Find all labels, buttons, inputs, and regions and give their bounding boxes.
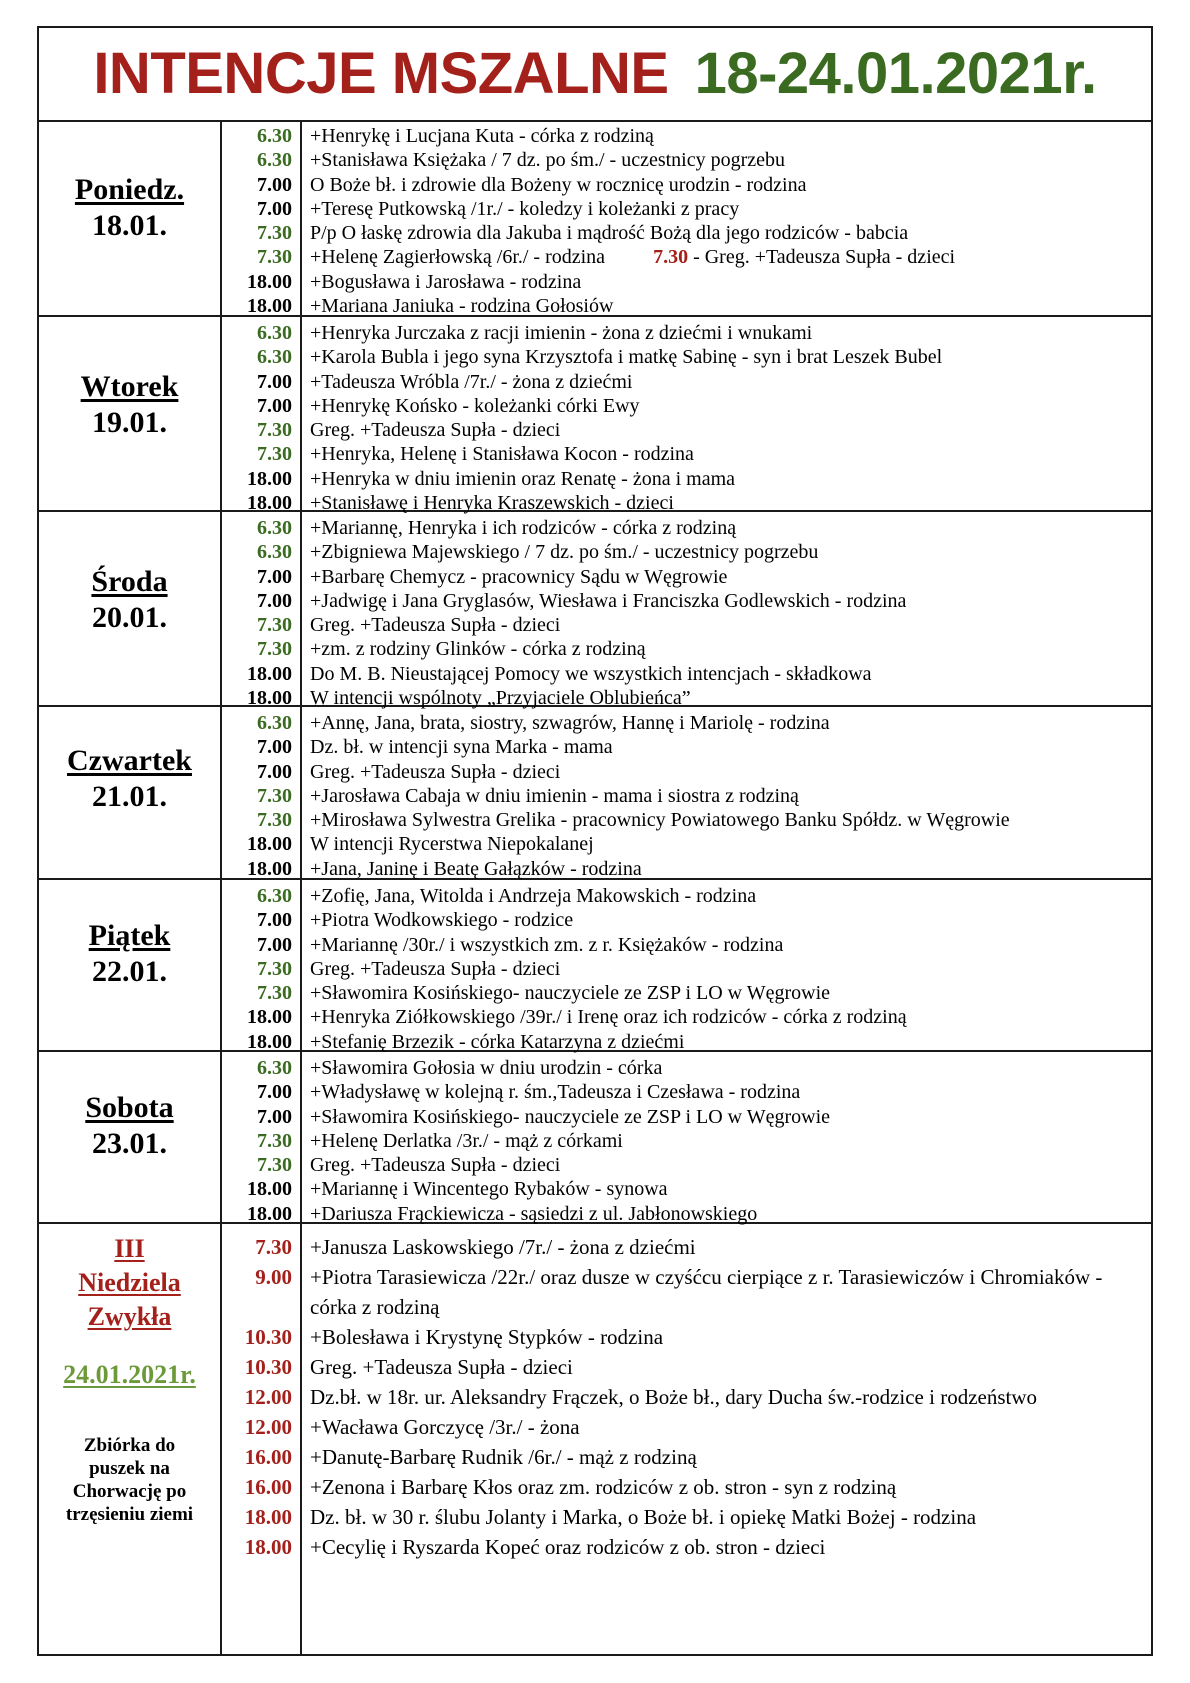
intention-text: +Henryka Ziółkowskiego /39r./ i Irenę oraz ich rodziców - córka z rodziną (310, 1006, 907, 1029)
intention-line (310, 467, 1145, 491)
intention-line (310, 148, 1145, 172)
intention-text: +Henrykę i Lucjana Kuta - córka z rodziną (310, 125, 654, 147)
day-name: Czwartek (67, 744, 192, 777)
intention-line (310, 516, 1145, 540)
mass-time: 18.00 (247, 662, 292, 685)
intention-text: O Boże bł. i zdrowie dla Bożeny w rocznicę urodzin - rodzina (310, 173, 807, 196)
mass-time: 6.30 (257, 517, 292, 539)
time-column (222, 120, 302, 318)
mass-time: 18.00 (247, 857, 292, 880)
mass-time: 7.30 (257, 443, 292, 466)
mass-time: 7.00 (257, 370, 292, 393)
mass-time: 18.00 (247, 1006, 292, 1029)
mass-time: 18.00 (247, 1030, 292, 1053)
intention-column (300, 317, 1151, 515)
sunday-intention-text: +Janusza Laskowskiego /7r./ - żona z dziećmi (310, 1235, 696, 1259)
mass-time: 7.00 (257, 933, 292, 956)
intention-line (310, 221, 1145, 245)
intention-line (310, 981, 1145, 1005)
sunday-mass-time: 7.30 (255, 1235, 292, 1259)
intention-line (310, 908, 1145, 932)
mass-time: 7.00 (257, 909, 292, 932)
time-column (222, 1052, 302, 1225)
intention-text: Dz. bł. w intencji syna Marka - mama (310, 736, 613, 759)
mass-time: 7.00 (257, 565, 292, 588)
intention-line (310, 1202, 1145, 1226)
intention-text: +Henrykę Końsko - koleżanki córki Ewy (310, 394, 640, 417)
intention-line (310, 540, 1145, 564)
sunday-intention-column (300, 1224, 1151, 1656)
intention-text: +Jadwigę i Jana Gryglasów, Wiesława i Franciszka Godlewskich - rodzina (310, 589, 907, 612)
sunday-mass-time: 16.00 (244, 1475, 292, 1499)
intention-text: +Stanisławę i Henryka Kraszewskich - dzieci (310, 492, 674, 515)
intention-text: +Sławomira Gołosia w dniu urodzin - córka (310, 1057, 663, 1079)
time-column (222, 317, 302, 515)
intention-text: +Mirosława Sylwestra Grelika - pracownicy Powiatowego Banku Spółdz. w Węgrowie (310, 809, 1010, 832)
intention-line (310, 321, 1145, 345)
mass-time: 18.00 (247, 492, 292, 515)
sunday-intention-text: +Wacława Gorczycę /3r./ - żona (310, 1415, 580, 1439)
intention-text: Greg. +Tadeusza Supła - dzieci (310, 1154, 561, 1177)
intention-text: +Jarosława Cabaja w dniu imienin - mama i siostra z rodziną (310, 784, 799, 807)
intention-line (310, 1177, 1145, 1201)
intention-text: +Helenę Zagierłowską /6r./ - rodzina (310, 246, 606, 269)
intention-text: +Karola Bubla i jego syna Krzysztofa i matkę Sabinę - syn i brat Leszek Bubel (310, 346, 943, 369)
intention-line (310, 442, 1145, 466)
sunday-mass-time: 16.00 (244, 1445, 292, 1469)
mass-time: 18.00 (247, 270, 292, 293)
intention-line (310, 1005, 1145, 1029)
mass-time: 6.30 (257, 712, 292, 734)
mass-time: 7.00 (257, 1105, 292, 1128)
intention-line (310, 197, 1145, 221)
day-row (39, 317, 1151, 515)
sunday-row (39, 1224, 1151, 1656)
day-date: 23.01. (92, 1127, 167, 1160)
intention-line (310, 808, 1145, 832)
intention-line (310, 933, 1145, 957)
mass-time: 6.30 (257, 125, 292, 147)
sunday-mass-time: 18.00 (244, 1505, 292, 1529)
mass-time: 7.30 (257, 1129, 292, 1152)
intention-line (310, 637, 1145, 661)
intention-column (300, 512, 1151, 710)
mass-time: 7.00 (257, 197, 292, 220)
intention-text: +Jana, Janinę i Beatę Gałązków - rodzina (310, 857, 642, 880)
mass-time: 7.30 (257, 982, 292, 1005)
intention-text: +Bogusława i Jarosława - rodzina (310, 270, 582, 293)
intention-line (310, 418, 1145, 442)
day-cell (39, 707, 222, 878)
intention-line (310, 294, 1145, 318)
intention-line (310, 1030, 1145, 1054)
day-row (39, 120, 1151, 317)
day-cell (39, 1052, 222, 1222)
day-date: 20.01. (92, 601, 167, 634)
time-column (222, 880, 302, 1053)
sunday-name-line2: Niedziela (78, 1268, 181, 1297)
day-date: 19.01. (92, 406, 167, 439)
intention-text: +Władysławę w kolejną r. śm.,Tadeusza i Czesława - rodzina (310, 1081, 801, 1104)
mass-time: 7.30 (257, 957, 292, 980)
time-column (222, 512, 302, 710)
page-date-range: 18-24.01.2021r. (694, 41, 1097, 106)
intention-text: +Piotra Wodkowskiego - rodzice (310, 909, 574, 932)
sunday-mass-time: 9.00 (255, 1265, 292, 1289)
mass-time: 7.30 (257, 222, 292, 245)
mass-time: 7.30 (257, 614, 292, 637)
day-row (39, 512, 1151, 710)
time-column (222, 707, 302, 878)
sunday-date: 24.01.2021r. (63, 1360, 196, 1389)
intention-text: W intencji Rycerstwa Niepokalanej (310, 833, 594, 856)
mass-time: 18.00 (247, 833, 292, 856)
mass-time: 7.00 (257, 173, 292, 196)
mass-time: 18.00 (247, 1178, 292, 1201)
mass-time: 6.30 (257, 322, 292, 344)
intention-text: +Henryka, Helenę i Stanisława Kocon - rodzina (310, 443, 694, 466)
intention-text: +Helenę Derlatka /3r./ - mąż z córkami (310, 1129, 623, 1152)
intention-text: +Mariannę, Henryka i ich rodziców - córka z rodziną (310, 517, 737, 539)
intention-line (310, 1056, 1145, 1080)
day-name: Środa (91, 565, 168, 598)
mass-time: 7.30 (257, 638, 292, 661)
mass-time: 7.00 (257, 394, 292, 417)
intentions-sheet (37, 26, 1153, 1656)
intention-text: Greg. +Tadeusza Supła - dzieci (310, 614, 561, 637)
intention-text: +zm. z rodziny Glinków - córka z rodziną (310, 638, 646, 661)
intention-text: +Sławomira Kosińskiego- nauczyciele ze ZSP i LO w Węgrowie (310, 1105, 831, 1128)
intention-line (310, 613, 1145, 637)
intention-line (310, 124, 1145, 148)
intention-column (300, 1052, 1151, 1225)
mass-time: 18.00 (247, 1202, 292, 1225)
mass-time: 7.00 (257, 1081, 292, 1104)
day-date: 22.01. (92, 955, 167, 988)
intention-line (310, 662, 1145, 686)
intention-line (310, 245, 1145, 269)
sunday-mass-time: 12.00 (244, 1415, 292, 1439)
intention-text: Greg. +Tadeusza Supła - dzieci (310, 419, 561, 442)
sunday-intention-text: Dz.bł. w 18r. ur. Aleksandry Frączek, o Boże bł., dary Ducha św.-rodzice i rodzeństwo (310, 1385, 1038, 1409)
day-row (39, 880, 1151, 1052)
intention-text: +Annę, Jana, brata, siostry, szwagrów, Hannę i Mariolę - rodzina (310, 712, 830, 734)
intention-text: +Stefanię Brzezik - córka Katarzyna z dziećmi (310, 1030, 685, 1053)
day-cell (39, 880, 222, 1050)
intention-text: +Henryka Jurczaka z racji imienin - żona z dziećmi i wnukami (310, 322, 813, 344)
intention-line (310, 589, 1145, 613)
intention-column (300, 707, 1151, 878)
sunday-intention-text: +Piotra Tarasiewicza /22r./ oraz dusze w czyśćcu cierpiące z r. Tarasiewiczów i Chromiaków -córka z rodziną (310, 1265, 1103, 1319)
intention-text: +Henryka w dniu imienin oraz Renatę - żona i mama (310, 467, 736, 490)
sunday-mass-time: 12.00 (244, 1385, 292, 1409)
collection-note-line: puszek na (89, 1458, 170, 1479)
intention-text: +Zbigniewa Majewskiego / 7 dz. po śm./ - uczestnicy pogrzebu (310, 541, 819, 564)
collection-note (39, 1434, 220, 1526)
sunday-name-line1: III (114, 1234, 145, 1263)
intention-text: +Stanisława Księżaka / 7 dz. po śm./ - uczestnicy pogrzebu (310, 149, 786, 172)
inline-intention-text: - Greg. +Tadeusza Supła - dzieci (688, 246, 956, 269)
inline-mass-time: 7.30 (653, 246, 689, 269)
mass-time: 7.00 (257, 736, 292, 759)
page-title: INTENCJE MSZALNE (93, 41, 669, 106)
sunday-mass-time: 10.30 (244, 1325, 292, 1349)
intention-line (310, 711, 1145, 735)
intention-text: W intencji wspólnoty „Przyjaciele Oblubieńca” (310, 687, 691, 710)
intention-text: +Teresę Putkowską /1r./ - koledzy i koleżanki z pracy (310, 197, 740, 220)
intention-text: +Dariusza Frąckiewicza - sąsiedzi z ul. Jabłonowskiego (310, 1202, 758, 1225)
intention-text: Greg. +Tadeusza Supła - dzieci (310, 957, 561, 980)
day-cell (39, 317, 222, 510)
intention-line (310, 565, 1145, 589)
intention-line (310, 1080, 1145, 1104)
day-name: Sobota (85, 1091, 174, 1124)
collection-note-line: Chorwację po (72, 1481, 187, 1502)
page-header (39, 28, 1151, 122)
day-row (39, 707, 1151, 880)
mass-time: 6.30 (257, 149, 292, 172)
intention-line (310, 857, 1145, 881)
day-name: Wtorek (80, 370, 179, 403)
day-cell (39, 120, 222, 315)
sunday-time-column (222, 1224, 302, 1656)
mass-time: 7.30 (257, 809, 292, 832)
intention-line (310, 832, 1145, 856)
intention-line (310, 760, 1145, 784)
mass-time: 7.30 (257, 246, 292, 269)
mass-time: 7.00 (257, 760, 292, 783)
sunday-intention-text: +Danutę-Barbarę Rudnik /6r./ - mąż z rodziną (310, 1445, 697, 1469)
intention-text: P/p O łaskę zdrowia dla Jakuba i mądrość Bożą dla jego rodziców - babcia (310, 222, 909, 245)
intention-text: +Mariannę i Wincentego Rybaków - synowa (310, 1178, 668, 1201)
mass-time: 6.30 (257, 885, 292, 907)
day-date: 21.01. (92, 780, 167, 813)
intention-line (310, 1105, 1145, 1129)
intention-text: Do M. B. Nieustającej Pomocy we wszystkich intencjach - składkowa (310, 662, 872, 685)
intention-column (300, 120, 1151, 318)
intention-line (310, 345, 1145, 369)
intention-line (310, 1129, 1145, 1153)
intention-text: +Tadeusza Wróbla /7r./ - żona z dziećmi (310, 370, 633, 393)
day-name: Piątek (88, 919, 171, 952)
mass-time: 7.00 (257, 589, 292, 612)
intention-line (310, 394, 1145, 418)
intention-line (310, 784, 1145, 808)
mass-time: 6.30 (257, 541, 292, 564)
mass-time: 7.30 (257, 1154, 292, 1177)
intention-text: +Barbarę Chemycz - pracownicy Sądu w Węgrowie (310, 565, 728, 588)
mass-time: 18.00 (247, 467, 292, 490)
intention-text: +Zofię, Jana, Witolda i Andrzeja Makowskich - rodzina (310, 885, 757, 907)
sunday-mass-time: 10.30 (244, 1355, 292, 1379)
mass-time: 7.30 (257, 419, 292, 442)
sunday-intention-text: +Bolesława i Krystynę Stypków - rodzina (310, 1325, 664, 1349)
day-row (39, 1052, 1151, 1224)
mass-time: 7.30 (257, 784, 292, 807)
mass-time: 18.00 (247, 295, 292, 318)
intention-text: +Mariana Janiuka - rodzina Gołosiów (310, 295, 614, 318)
intention-line (310, 957, 1145, 981)
sunday-name-line3: Zwykła (87, 1302, 172, 1331)
intention-line (310, 884, 1145, 908)
mass-time: 6.30 (257, 346, 292, 369)
sunday-intention-text: +Cecylię i Ryszarda Kopeć oraz rodziców z ob. stron - dzieci (310, 1535, 826, 1559)
intention-line (310, 370, 1145, 394)
sunday-intention-text: Greg. +Tadeusza Supła - dzieci (310, 1355, 573, 1379)
day-cell (39, 512, 222, 705)
sunday-intention-text: Dz. bł. w 30 r. ślubu Jolanty i Marka, o Boże bł. i opiekę Matki Bożej - rodzina (310, 1505, 977, 1529)
intention-line (310, 735, 1145, 759)
sunday-mass-time: 18.00 (244, 1535, 292, 1559)
intention-text: +Mariannę /30r./ i wszystkich zm. z r. Księżaków - rodzina (310, 933, 784, 956)
intention-line (310, 1153, 1145, 1177)
collection-note-line: trzęsieniu ziemi (65, 1504, 194, 1525)
intention-line (310, 173, 1145, 197)
sunday-day-cell (39, 1224, 222, 1656)
collection-note-line: Zbiórka do (83, 1435, 176, 1456)
intention-column (300, 880, 1151, 1053)
day-date: 18.01. (92, 209, 167, 242)
intention-text: Greg. +Tadeusza Supła - dzieci (310, 760, 561, 783)
intention-text: +Sławomira Kosińskiego- nauczyciele ze ZSP i LO w Węgrowie (310, 982, 831, 1005)
mass-time: 6.30 (257, 1057, 292, 1079)
mass-time: 18.00 (247, 687, 292, 710)
sunday-intention-text: +Zenona i Barbarę Kłos oraz zm. rodziców z ob. stron - syn z rodziną (310, 1475, 897, 1499)
intention-line (310, 270, 1145, 294)
day-name: Poniedz. (74, 173, 185, 206)
